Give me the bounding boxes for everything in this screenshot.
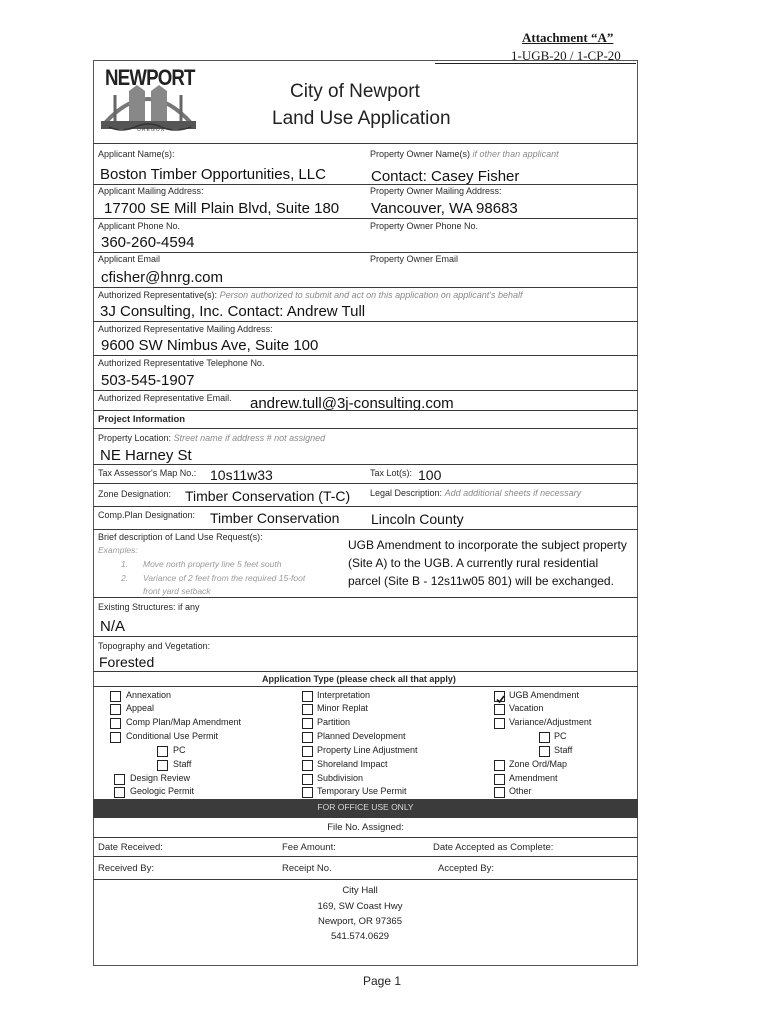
- checkbox-label-col1-4: PC: [173, 745, 186, 755]
- checkbox-label-col2-0: Interpretation: [317, 690, 371, 700]
- example-1: Move north property line 5 feet south: [143, 559, 282, 569]
- structures-label: Existing Structures: if any: [98, 602, 200, 612]
- divider: [93, 856, 638, 857]
- divider: [93, 410, 638, 411]
- location-value[interactable]: NE Harney St: [100, 447, 192, 464]
- legal-hint: Add additional sheets if necessary: [444, 488, 582, 498]
- checkbox-label-col1-6: Design Review: [130, 773, 191, 783]
- checkbox-col3-4[interactable]: [539, 746, 550, 757]
- applicant-mail-value[interactable]: 17700 SE Mill Plain Blvd, Suite 180: [104, 200, 340, 217]
- owner-mail-label: Property Owner Mailing Address:: [370, 186, 502, 196]
- checkbox-col3-6[interactable]: [494, 774, 505, 785]
- checkbox-col3-7[interactable]: [494, 787, 505, 798]
- checkbox-label-col2-7: Temporary Use Permit: [317, 786, 407, 796]
- rep-mail-value[interactable]: 9600 SW Nimbus Ave, Suite 100: [101, 337, 319, 354]
- divider: [93, 287, 638, 288]
- applicant-phone-label: Applicant Phone No.: [98, 221, 181, 231]
- rep-phone-label: Authorized Representative Telephone No.: [98, 358, 265, 368]
- divider: [93, 355, 638, 356]
- divider: [93, 483, 638, 484]
- divider: [93, 686, 638, 687]
- checkbox-col1-6[interactable]: [114, 774, 125, 785]
- received-by-label: Received By:: [98, 863, 154, 874]
- topo-label: Topography and Vegetation:: [98, 641, 211, 651]
- checkbox-label-col3-1: Vacation: [509, 703, 544, 713]
- rep-mail-label: Authorized Representative Mailing Address:: [98, 324, 273, 334]
- map-label: Tax Assessor's Map No.:: [98, 468, 197, 478]
- logo-text: NEWPORT: [105, 65, 195, 90]
- representative-label: [98, 290, 523, 300]
- checkbox-col2-7[interactable]: [302, 787, 313, 798]
- checkbox-label-col1-5: Staff: [173, 759, 192, 769]
- checkbox-label-col1-0: Annexation: [126, 690, 172, 700]
- date-accepted-label: Date Accepted as Complete:: [433, 842, 554, 853]
- checkbox-col3-2[interactable]: [494, 718, 505, 729]
- legal-label: [370, 488, 581, 498]
- representative-hint: Person authorized to submit and act on this application on applicant's behalf: [219, 290, 523, 300]
- checkbox-label-col3-4: Staff: [554, 745, 573, 755]
- logo-subtext: OREGON: [137, 127, 166, 133]
- applicant-mail-label: Applicant Mailing Address:: [98, 186, 204, 196]
- checkbox-col3-1[interactable]: [494, 704, 505, 715]
- checkbox-label-col3-5: Zone Ord/Map: [509, 759, 568, 769]
- checkbox-label-col1-2: Comp Plan/Map Amendment: [126, 717, 242, 727]
- representative-name-value[interactable]: 3J Consulting, Inc. Contact: Andrew Tull: [100, 303, 366, 320]
- divider: [93, 143, 638, 144]
- checkbox-col1-0[interactable]: [110, 691, 121, 702]
- checkbox-label-col1-1: Appeal: [126, 703, 155, 713]
- checkbox-col1-7[interactable]: [114, 787, 125, 798]
- comp-plan-value[interactable]: Timber Conservation: [210, 510, 340, 526]
- checkbox-col1-5[interactable]: [157, 760, 168, 771]
- city-hall-name: City Hall: [342, 885, 378, 896]
- divider: [93, 218, 638, 219]
- checkbox-col3-5[interactable]: [494, 760, 505, 771]
- checkbox-label-col2-4: Property Line Adjustment: [317, 745, 418, 755]
- divider: [93, 837, 638, 838]
- divider: [93, 428, 638, 429]
- checkbox-label-col2-5: Shoreland Impact: [317, 759, 388, 769]
- checkbox-col3-3[interactable]: [539, 732, 550, 743]
- checkbox-label-col3-7: Other: [509, 786, 532, 796]
- checkbox-col2-2[interactable]: [302, 718, 313, 729]
- comp-plan-label: Comp.Plan Designation:: [98, 510, 196, 520]
- location-hint: Street name if address # not assigned: [173, 433, 326, 443]
- map-value[interactable]: 10s11w33: [210, 467, 273, 483]
- example-1-number: 1.: [121, 559, 129, 569]
- county-value[interactable]: Lincoln County: [371, 511, 464, 527]
- examples-label: Examples:: [98, 545, 138, 555]
- zone-label: Zone Designation:: [98, 489, 172, 499]
- attachment-title: Attachment “A”: [522, 30, 614, 45]
- checkbox-col2-0[interactable]: [302, 691, 313, 702]
- form-title-1: City of Newport: [290, 81, 420, 102]
- location-label: [98, 433, 325, 443]
- checkbox-label-col1-7: Geologic Permit: [130, 786, 195, 796]
- rep-email-label: Authorized Representative Email.: [98, 393, 232, 403]
- divider: [93, 879, 638, 880]
- accepted-by-label: Accepted By:: [438, 863, 494, 874]
- app-type-heading: Application Type (please check all that apply): [262, 674, 456, 684]
- owner-mail-value[interactable]: Vancouver, WA 98683: [371, 200, 518, 217]
- lot-value[interactable]: 100: [418, 467, 442, 483]
- checkbox-col1-3[interactable]: [110, 732, 121, 743]
- form-title-2: Land Use Application: [272, 108, 451, 129]
- checkbox-label-col2-1: Minor Replat: [317, 703, 369, 713]
- owner-name-label: [370, 149, 559, 159]
- brief-label: Brief description of Land Use Request(s):: [98, 532, 263, 542]
- attachment-ref: 1-UGB-20 / 1-CP-20: [511, 48, 621, 63]
- divider: [93, 252, 638, 253]
- example-2b: front yard setback: [143, 586, 211, 596]
- project-heading: Project Information: [98, 414, 186, 425]
- brief-line-1[interactable]: UGB Amendment to incorporate the subject property: [348, 538, 627, 552]
- owner-name-value[interactable]: Contact: Casey Fisher: [371, 168, 520, 185]
- divider: [93, 506, 638, 507]
- fee-label: Fee Amount:: [282, 842, 336, 853]
- divider: [93, 184, 638, 185]
- checkbox-col2-1[interactable]: [302, 704, 313, 715]
- divider: [93, 390, 638, 391]
- location-label-text: Property Location:: [98, 433, 172, 443]
- topo-value[interactable]: Forested: [99, 654, 155, 670]
- checkbox-col2-3[interactable]: [302, 732, 313, 743]
- city-hall-city: Newport, OR 97365: [318, 916, 402, 927]
- lot-label: Tax Lot(s):: [370, 468, 413, 478]
- checkbox-label-col2-3: Planned Development: [317, 731, 406, 741]
- checkbox-label-col3-3: PC: [554, 731, 567, 741]
- example-2-number: 2.: [121, 573, 129, 583]
- applicant-email-label: Applicant Email: [98, 254, 161, 264]
- date-received-label: Date Received:: [98, 842, 163, 853]
- checkbox-label-col2-2: Partition: [317, 717, 351, 727]
- applicant-name-label: Applicant Name(s):: [98, 149, 175, 159]
- city-hall-phone: 541.574.0629: [330, 931, 390, 942]
- owner-email-label: Property Owner Email: [370, 254, 459, 264]
- file-no-label: File No. Assigned:: [327, 822, 404, 833]
- owner-phone-label: Property Owner Phone No.: [370, 221, 479, 231]
- checkbox-label-col2-6: Subdivision: [317, 773, 364, 783]
- checkbox-label-col1-3: Conditional Use Permit: [126, 731, 219, 741]
- applicant-name-value[interactable]: Boston Timber Opportunities, LLC: [100, 166, 326, 183]
- receipt-label: Receipt No.: [282, 863, 332, 874]
- rep-phone-value[interactable]: 503-545-1907: [101, 372, 195, 389]
- newport-logo: [101, 65, 196, 135]
- divider: [93, 671, 638, 672]
- representative-label-text: Authorized Representative(s):: [98, 290, 218, 300]
- legal-label-text: Legal Description:: [370, 488, 443, 498]
- zone-value[interactable]: Timber Conservation (T-C): [185, 488, 351, 504]
- checkbox-col2-4[interactable]: [302, 746, 313, 757]
- checkbox-label-col3-0: UGB Amendment: [509, 690, 580, 700]
- owner-name-hint: if other than applicant: [472, 149, 559, 159]
- checkbox-label-col3-2: Variance/Adjustment: [509, 717, 592, 727]
- checkbox-col3-0[interactable]: [494, 691, 505, 702]
- checkbox-col1-4[interactable]: [157, 746, 168, 757]
- divider: [93, 636, 638, 637]
- structures-value[interactable]: N/A: [100, 618, 126, 635]
- brief-line-2[interactable]: (Site A) to the UGB. A currently rural residential: [348, 556, 599, 570]
- checkbox-col2-5[interactable]: [302, 760, 313, 771]
- checkbox-col2-6[interactable]: [302, 774, 313, 785]
- applicant-phone-value[interactable]: 360-260-4594: [101, 234, 195, 251]
- checkbox-label-col3-6: Amendment: [509, 773, 558, 783]
- divider: [93, 597, 638, 598]
- checkbox-col1-2[interactable]: [110, 718, 121, 729]
- office-use-label: FOR OFFICE USE ONLY: [317, 802, 414, 812]
- rep-email-value[interactable]: andrew.tull@3j-consulting.com: [250, 395, 454, 412]
- example-2a: Variance of 2 feet from the required 15-foot: [143, 573, 306, 583]
- divider: [93, 321, 638, 322]
- divider: [93, 529, 638, 530]
- owner-name-label-text: Property Owner Name(s): [370, 149, 471, 159]
- applicant-email-value[interactable]: cfisher@hnrg.com: [101, 269, 223, 286]
- checkbox-col1-1[interactable]: [110, 704, 121, 715]
- city-hall-street: 169, SW Coast Hwy: [317, 901, 403, 912]
- brief-line-3[interactable]: parcel (Site B - 12s11w05 801) will be exchanged.: [348, 574, 614, 588]
- divider: [93, 464, 638, 465]
- page-number: Page 1: [363, 974, 402, 988]
